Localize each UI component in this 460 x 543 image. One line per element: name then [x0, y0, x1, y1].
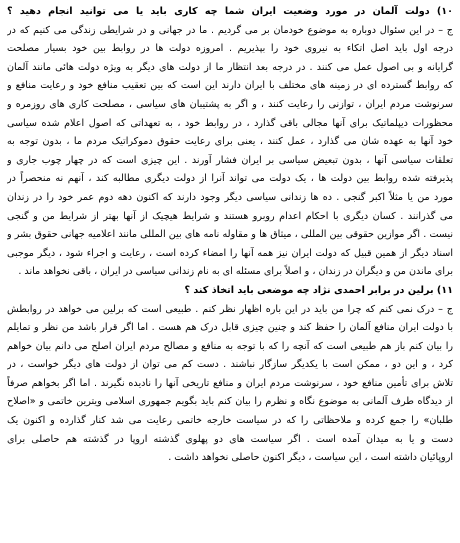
text-line: گرایانه و بی اصول عمل می کنند . در درجه بعد انتظار ما از دولت های دیگر به ویژه دولت هائی مانند آلمان — [7, 61, 453, 73]
text-line: تعلقات سیاسی آنها ، بدون تبعیض سیاسی بر ایران فشار آورند . این چیزی است که در چهار چوب جاری و — [7, 154, 453, 166]
text-line: مورد من یا مثلاً اکبر گنجی . ده ها زندانی سیاسی دیگر وجود دارند که اکنون دهه دوم عمر خود را در زندان — [7, 191, 453, 203]
text-line: نیست . اگر موازین حقوقی بین المللی ، میثاق ها و مقاوله نامه های بین المللی مانند اعلامیه جهانی حقوق بشر و — [7, 229, 453, 241]
text-line: با دولت ایران منافع آلمان را حفظ کند و چنین چیزی قابل درک هم هست . اما اگر قرار باشد من نظر و تمایلم — [7, 322, 453, 334]
text-line: دست و یا به میدان آمده است . اگر سیاست های دو پهلوی گذشته اروپا در گذشته هم حاصلی برای — [7, 433, 453, 445]
text-line: ج – در این سئوال دوباره به موضوع خودمان بر می گردیم . ما در جهانی و در شرایطی زندگی می کنیم که در — [7, 24, 453, 36]
text-line: اروپائیان داشته است ، این سیاست ، دیگر اکنون حاصلی نخواهد داشت . — [168, 452, 453, 464]
text-line: طلبان» را جمع کرده و ملاحظاتی را که در سیاست خارجه خاتمی رعایت می شد کنار گذارده و اکنون یک — [7, 415, 453, 427]
text-line: ج – درک نمی کنم که چرا من باید در این باره اظهار نظر کنم . طبیعی است که برلین می خواهد در روابطش — [7, 303, 453, 315]
text-line: پذیرفته شده روابط بین دولت ها ، یک دولت می تواند آنرا از دولت دیگری مطالبه کند ، آنهم نه منحصراً در — [7, 173, 453, 185]
text-line: اسناد دیگر از همین قبیل که دولت ایران نیز همه آنها را امضاء کرده است ، رعایت و اجراء شود ، دیگر موجبی — [7, 247, 453, 259]
text-line: خود آنها به عهده شان می گذارد ، عمل کنند ، یعنی برای رعایت حقوق دموکراتیک مردم ما ، بدون توجه به — [7, 136, 453, 148]
text-line: تلاش برای تأمین منافع خود ، سرنوشت مردم ایران و منافع تاریخی آنها را نادیده نگیرند . اما اگر بخواهم صرفاً — [7, 377, 453, 389]
text-line: سرنوشت مردم ایران ، توازنی را رعایت کنند ، و اگر به پشتیبان های سیاسی ، مصلحت کاری های روزمره و — [7, 98, 453, 110]
text-line: برای ماندن من و دیگران در زندان ، و اصلاً برای مسئله ای به نام زندانی سیاسی در ایران ، باقی نخواهد ماند . — [18, 266, 453, 278]
text-line: می گذرانند . کسان دیگری با احکام اعدام روبرو هستند و شرایط هیچیک از آنها بهتر از شرایط من و گنجی — [7, 210, 453, 222]
text-line: را بیان کنم باز هم طبیعی است که آنچه را که با توجه به منافع و مصالح مردم ایران اصلح می دانم بیان خواهم — [7, 340, 453, 352]
text-line: محظورات دیپلماتیک برای آنها مجالی باقی گذارد ، در روابط خود ، به تعهداتی که اصول اعلام شده سیاسی — [7, 117, 453, 129]
question-heading: ۱۰) دولت آلمان در مورد وضعیت ایران شما چه کاری باید یا می توانید انجام دهید ؟ — [7, 6, 453, 17]
question-heading: ۱۱) برلین در برابر احمدی نژاد چه موضعی باید اتخاذ کند ؟ — [184, 284, 453, 296]
text-line: از دیدگاه طرف آلمانی به موضوع نگاه و نظرم را بیان کنم باید بگویم جمهوری اسلامی ویترین خاتمی و «اصلاح — [7, 396, 453, 408]
text-line: که روابط گسترده ای در زمینه های مختلف با ایران دارند این است که بین تعقیب منافع خود و رعایت منافع و — [7, 80, 453, 92]
text-line: کرد ، و این دو ، ممکن است با یکدیگر سازگار نباشند . دست کم می توان از دولت های دیگر خواست ، در — [7, 359, 453, 371]
text-line: درجه اول باید اصل اتکاء به نیروی خود را بپذیریم . امروزه دولت ها در روابط بین خود بسیار مصلحت — [7, 43, 453, 55]
